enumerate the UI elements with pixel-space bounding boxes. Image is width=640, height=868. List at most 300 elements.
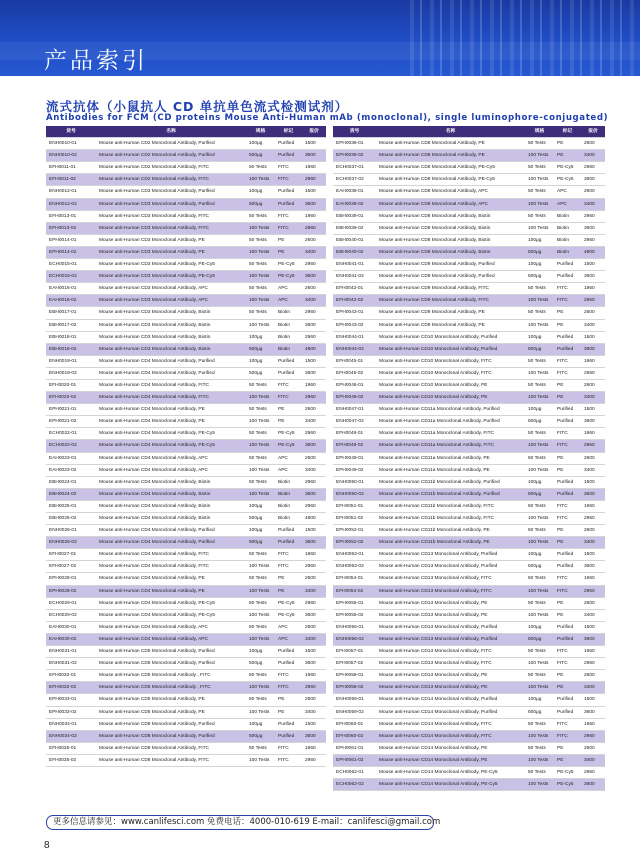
cell-catalog-no: EFH0013-01 [46,210,96,222]
cell-catalog-no: EFH0027-02 [46,561,96,573]
cell-size: 500μg [525,488,554,500]
cell-product-name: Mouse anti-Human CD8 Monoclonal Antibody, Purified [96,730,246,742]
cell-price: 3400 [302,246,326,258]
table-row [333,573,605,585]
cell-label: Purified [554,694,581,706]
section-title-cn: 流式抗体（小鼠抗人 CD 单抗单色流式检测试剂） [46,99,349,114]
cell-label: PE [554,742,581,754]
cell-catalog-no: ECH0029-02 [46,609,96,621]
cell-product-name: Mouse anti-Human CD3 Monoclonal Antibody, APC [96,283,246,295]
cell-product-name: Mouse anti-Human CD5 Monoclonal Antibody , FITC [96,682,246,694]
cell-catalog-no: ENH0010-02 [46,150,96,162]
cell-price: 2600 [302,621,326,633]
cell-label: Purified [275,355,302,367]
cell-price: 2600 [302,283,326,295]
cell-catalog-no: ENH0059-02 [333,706,376,718]
cell-label: Purified [275,198,302,210]
cell-price: 3400 [302,464,326,476]
table-row [46,537,326,549]
table-row [46,234,326,246]
table-row [333,259,605,271]
table-row [333,488,605,500]
cell-size: 50 Tests [525,573,554,585]
cell-label: Biotin [275,307,302,319]
cell-label: PE [554,379,581,391]
cell-label: PE [275,585,302,597]
cell-product-name: Mouse anti-Human CD11b Monoclonal Antibody, FITC [376,513,525,525]
cell-size: 100 Tests [246,392,275,404]
cell-catalog-no: EPH0036-01 [333,138,376,150]
cell-label: Purified [275,367,302,379]
cell-price: 3600 [581,416,605,428]
col-header-catalog: 货号 [333,126,376,138]
cell-label: Purified [275,730,302,742]
table-row [333,186,605,198]
cell-product-name: Mouse anti-Human CD4 Monoclonal Antibody, FITC [96,392,246,404]
cell-product-name: Mouse anti-Human CD5 Monoclonal Antibody, PE [96,706,246,718]
table-row [46,307,326,319]
table-row [333,271,605,283]
cell-price: 3600 [581,706,605,718]
cell-catalog-no: EBH0024-01 [46,476,96,488]
cell-label: Biotin [275,331,302,343]
cell-size: 50 Tests [525,718,554,730]
table-row [46,742,326,754]
cell-product-name: Mouse anti-Human CD3 Monoclonal Antibody, PE [96,246,246,258]
cell-product-name: Mouse anti-Human CD14 Monoclonal Antibody, Purified [376,706,525,718]
cell-label: Purified [275,150,302,162]
table-row [46,682,326,694]
table-row [333,392,605,404]
cell-label: Purified [554,271,581,283]
cell-size: 100 Tests [246,271,275,283]
cell-label: Purified [554,416,581,428]
cell-product-name: Mouse anti-Human CD3 Monoclonal Antibody, Biotin [96,343,246,355]
cell-price: 1960 [581,718,605,730]
table-row [46,379,326,391]
cell-size: 50 Tests [246,234,275,246]
cell-catalog-no: EAH0016-01 [46,283,96,295]
cell-price: 2600 [581,670,605,682]
cell-catalog-no: ENH0034-01 [46,718,96,730]
table-row [333,561,605,573]
cell-price: 3400 [302,585,326,597]
cell-price: 3600 [581,488,605,500]
cell-catalog-no: EFH0042-01 [333,283,376,295]
cell-product-name: Mouse anti-Human CD3 Monoclonal Antibody, Purified [96,186,246,198]
cell-label: PE [554,138,581,150]
cell-product-name: Mouse anti-Human CD3 Monoclonal Antibody, FITC [96,222,246,234]
cell-price: 2600 [302,404,326,416]
cell-product-name: Mouse anti-Human CD4 Monoclonal Antibody, APC [96,621,246,633]
cell-label: Purified [554,343,581,355]
cell-product-name: Mouse anti-Human CD10 Monoclonal Antibody, FITC [376,367,525,379]
table-row [333,440,605,452]
table-row [46,222,326,234]
table-row [333,343,605,355]
cell-price: 2960 [581,295,605,307]
cell-product-name: Mouse anti-Human CD4 Monoclonal Antibody, FITC [96,379,246,391]
cell-catalog-no: ENH0041-02 [333,271,376,283]
table-row [333,162,605,174]
cell-label: Purified [275,186,302,198]
cell-size: 50 Tests [246,452,275,464]
cell-price: 2960 [302,476,326,488]
cell-size: 50 Tests [525,186,554,198]
cell-label: FITC [275,174,302,186]
table-row [46,150,326,162]
cell-catalog-no: EFH0035-01 [46,742,96,754]
cell-catalog-no: EFH0032-02 [46,682,96,694]
cell-price: 3400 [581,319,605,331]
cell-price: 2960 [581,210,605,222]
cell-price: 1960 [302,549,326,561]
footer-contact: 更多信息请参见：www.canlifesci.com 免费电话：4000-010-619 E-mail：canlifesci@gmail.com [46,815,434,830]
cell-product-name: Mouse anti-Human CD4 Monoclonal Antibody, PE-Cy5 [96,609,246,621]
cell-catalog-no: EFH0011-02 [46,174,96,186]
table-row [333,537,605,549]
cell-product-name: Mouse anti-Human CD13 Monoclonal Antibody, FITC [376,573,525,585]
cell-price: 1500 [302,525,326,537]
cell-product-name: Mouse anti-Human CD2 Monoclonal Antibody, Purified [96,138,246,150]
cell-product-name: Mouse anti-Human CD13 Monoclonal Antibody, Purified [376,549,525,561]
cell-catalog-no: EAH0023-02 [46,464,96,476]
table-row [46,283,326,295]
cell-label: PE [275,706,302,718]
table-row [333,718,605,730]
cell-product-name: Mouse anti-Human CD11a Monoclonal Antibody, Purified [376,416,525,428]
col-header-price: 报价 [581,126,605,138]
cell-catalog-no: EPH0033-02 [46,706,96,718]
table-row [46,392,326,404]
cell-catalog-no: EFH0011-01 [46,162,96,174]
cell-product-name: Mouse anti-Human CD3 Monoclonal Antibody, Purified [96,198,246,210]
cell-label: PE [554,307,581,319]
cell-product-name: Mouse anti-Human CD4 Monoclonal Antibody, APC [96,452,246,464]
cell-product-name: Mouse anti-Human CD2 Monoclonal Antibody, FITC [96,174,246,186]
cell-size: 500μg [525,271,554,283]
cell-label: PE-Cy5 [554,162,581,174]
cell-size: 100 Tests [525,585,554,597]
table-row [46,561,326,573]
table-row [333,174,605,186]
cell-size: 500μg [246,343,275,355]
cell-price: 2960 [302,754,326,766]
cell-catalog-no: ENH0031-02 [46,658,96,670]
cell-catalog-no: EPH0036-02 [333,150,376,162]
table-row [46,162,326,174]
cell-catalog-no: ENH0053-02 [333,561,376,573]
cell-catalog-no: EPH0049-02 [333,464,376,476]
cell-price: 3400 [581,150,605,162]
table-row [333,246,605,258]
cell-catalog-no: EPH0014-01 [46,234,96,246]
cell-product-name: Mouse anti-Human CD13 Monoclonal Antibody, Purified [376,621,525,633]
cell-product-name: Mouse anti-Human CD2 Monoclonal Antibody, Purified [96,150,246,162]
cell-price: 3600 [302,198,326,210]
cell-product-name: Mouse anti-Human CD11b Monoclonal Antibody, FITC [376,500,525,512]
cell-catalog-no: EPH0014-02 [46,246,96,258]
cell-price: 3400 [581,754,605,766]
cell-label: Biotin [275,488,302,500]
cell-product-name: Mouse anti-Human CD8 Monoclonal Antibody, PE [376,138,525,150]
cell-catalog-no: ECH0037-01 [333,162,376,174]
cell-label: PE [554,597,581,609]
cell-catalog-no: EFH0032-01 [46,670,96,682]
cell-size: 500μg [525,343,554,355]
cell-label: PE [275,234,302,246]
page-title: 产品索引 [44,48,148,74]
col-header-size: 规格 [525,126,554,138]
cell-price: 3600 [302,537,326,549]
cell-size: 100 Tests [246,174,275,186]
cell-price: 3400 [302,295,326,307]
cell-catalog-no: EBH0024-02 [46,488,96,500]
cell-catalog-no: EPH0052-02 [333,537,376,549]
table-row [333,295,605,307]
cell-catalog-no: EBH0025-01 [46,500,96,512]
cell-label: Biotin [554,246,581,258]
cell-price: 3600 [581,222,605,234]
cell-size: 50 Tests [525,138,554,150]
cell-label: PE-Cy5 [275,609,302,621]
table-row [333,416,605,428]
cell-size: 100 Tests [246,319,275,331]
cell-product-name: Mouse anti-Human CD3 Monoclonal Antibody, Biotin [96,331,246,343]
cell-label: PE [554,392,581,404]
cell-product-name: Mouse anti-Human CD14 Monoclonal Antibody, Purified [376,694,525,706]
cell-price: 1960 [581,428,605,440]
cell-label: FITC [275,222,302,234]
table-row [46,246,326,258]
cell-catalog-no: EBH0040-02 [333,246,376,258]
table-row [333,500,605,512]
table-row [46,343,326,355]
table-row [333,754,605,766]
cell-product-name: Mouse anti-Human CD8 Monoclonal Antibody, Biotin [376,222,525,234]
cell-price: 3400 [302,633,326,645]
cell-price: 2960 [581,234,605,246]
cell-size: 100 Tests [246,464,275,476]
cell-price: 2960 [581,585,605,597]
cell-label: FITC [554,295,581,307]
cell-label: FITC [554,367,581,379]
cell-size: 100 Tests [525,537,554,549]
table-row [46,670,326,682]
cell-label: Purified [554,706,581,718]
cell-label: APC [275,621,302,633]
cell-label: PE-Cy5 [554,779,581,791]
cell-label: FITC [275,561,302,573]
cell-label: FITC [554,440,581,452]
table-header-row [333,126,605,138]
table-row [46,585,326,597]
table-row [333,428,605,440]
cell-size: 100 Tests [525,464,554,476]
cell-product-name: Mouse anti-Human CD14 Monoclonal Antibody, PE-Cy5 [376,779,525,791]
table-row [46,416,326,428]
cell-price: 2960 [581,766,605,778]
cell-price: 1500 [581,259,605,271]
cell-catalog-no: EBH0018-02 [46,343,96,355]
cell-product-name: Mouse anti-Human CD14 Monoclonal Antibody, PE [376,742,525,754]
cell-catalog-no: EPH0021-02 [46,416,96,428]
table-body-right [333,138,605,791]
table-row [333,670,605,682]
cell-catalog-no: ENH0059-01 [333,694,376,706]
cell-label: FITC [275,210,302,222]
cell-catalog-no: EFH0060-02 [333,730,376,742]
cell-product-name: Mouse anti-Human CD9 Monoclonal Antibody, FITC [376,295,525,307]
cell-size: 50 Tests [525,307,554,319]
cell-product-name: Mouse anti-Human CD4 Monoclonal Antibody, APC [96,464,246,476]
cell-catalog-no: EFH0020-02 [46,392,96,404]
table-row [46,331,326,343]
cell-catalog-no: EFH0013-02 [46,222,96,234]
cell-price: 1500 [302,646,326,658]
cell-size: 100μg [525,404,554,416]
cell-catalog-no: EPH0033-01 [46,694,96,706]
table-row [46,621,326,633]
banner-stripes [410,0,640,76]
cell-label: PE-Cy5 [275,440,302,452]
table-row [46,271,326,283]
cell-catalog-no: EBH0018-01 [46,331,96,343]
cell-catalog-no: ENH0056-01 [333,621,376,633]
cell-price: 2960 [581,440,605,452]
cell-product-name: Mouse anti-Human CD4 Monoclonal Antibody, Purified [96,537,246,549]
cell-size: 100 Tests [525,440,554,452]
cell-label: Purified [554,633,581,645]
table-row [46,694,326,706]
cell-price: 3600 [581,271,605,283]
cell-price: 2600 [581,138,605,150]
cell-label: Purified [275,646,302,658]
cell-size: 50 Tests [525,210,554,222]
cell-product-name: Mouse anti-Human CD14 Monoclonal Antibody, FITC [376,718,525,730]
cell-price: 3400 [581,609,605,621]
cell-label: PE [554,464,581,476]
cell-price: 2960 [581,658,605,670]
cell-price: 2960 [302,307,326,319]
table-row [46,754,326,766]
table-row [46,658,326,670]
cell-label: FITC [275,742,302,754]
table-row [333,283,605,295]
table-row [46,259,326,271]
cell-catalog-no: EFH0057-02 [333,658,376,670]
cell-size: 50 Tests [525,428,554,440]
cell-product-name: Mouse anti-Human CD8 Monoclonal Antibody, PE [376,150,525,162]
cell-catalog-no: ENH0050-01 [333,476,376,488]
cell-price: 4800 [302,513,326,525]
page-number: 8 [44,840,50,851]
cell-product-name: Mouse anti-Human CD13 Monoclonal Antibody, PE [376,682,525,694]
cell-catalog-no: EPH0046-02 [333,392,376,404]
cell-label: FITC [275,670,302,682]
table-row [333,646,605,658]
cell-product-name: Mouse anti-Human CD11b Monoclonal Antibody, Purified [376,476,525,488]
cell-label: PE [554,150,581,162]
cell-size: 100 Tests [246,706,275,718]
cell-label: PE [275,694,302,706]
cell-size: 100μg [246,331,275,343]
cell-label: PE [554,609,581,621]
cell-product-name: Mouse anti-Human CD4 Monoclonal Antibody, PE-Cy5 [96,597,246,609]
cell-size: 100μg [246,186,275,198]
table-row [46,428,326,440]
cell-label: PE-Cy5 [554,174,581,186]
cell-size: 500μg [246,367,275,379]
cell-size: 100 Tests [525,730,554,742]
cell-catalog-no: ECH0015-02 [46,271,96,283]
cell-price: 4800 [302,343,326,355]
cell-size: 100μg [525,549,554,561]
cell-label: Biotin [554,210,581,222]
cell-product-name: Mouse anti-Human CD13 Monoclonal Antibody, FITC [376,585,525,597]
cell-size: 50 Tests [246,379,275,391]
cell-label: Biotin [275,513,302,525]
cell-size: 50 Tests [246,549,275,561]
cell-label: Biotin [275,343,302,355]
table-row [46,706,326,718]
cell-price: 1500 [581,549,605,561]
cell-catalog-no: EPH0061-01 [333,742,376,754]
cell-price: 2600 [581,186,605,198]
cell-price: 3600 [581,779,605,791]
cell-catalog-no: ENH0041-01 [333,259,376,271]
cell-size: 50 Tests [525,766,554,778]
cell-price: 1960 [581,573,605,585]
cell-size: 100 Tests [246,246,275,258]
cell-label: PE [275,573,302,585]
cell-product-name: Mouse anti-Human CD4 Monoclonal Antibody, Biotin [96,476,246,488]
cell-label: Purified [554,476,581,488]
table-row [333,379,605,391]
cell-price: 2960 [581,513,605,525]
cell-price: 2600 [581,742,605,754]
table-row [333,682,605,694]
cell-label: FITC [275,682,302,694]
cell-size: 50 Tests [525,452,554,464]
table-row [46,476,326,488]
cell-price: 2960 [581,162,605,174]
cell-size: 100 Tests [525,658,554,670]
cell-product-name: Mouse anti-Human CD4 Monoclonal Antibody, FITC [96,561,246,573]
cell-label: FITC [554,646,581,658]
cell-product-name: Mouse anti-Human CD8 Monoclonal Antibody, PE-Cy5 [376,174,525,186]
cell-product-name: Mouse anti-Human CD8 Monoclonal Antibody, FITC [96,754,246,766]
cell-product-name: Mouse anti-Human CD4 Monoclonal Antibody, PE [96,416,246,428]
cell-catalog-no: EFH0057-01 [333,646,376,658]
cell-catalog-no: EAH0038-02 [333,198,376,210]
cell-product-name: Mouse anti-Human CD9 Monoclonal Antibody, Purified [376,271,525,283]
col-header-size: 规格 [246,126,275,138]
cell-product-name: Mouse anti-Human CD13 Monoclonal Antibody, PE [376,597,525,609]
cell-size: 100 Tests [525,779,554,791]
cell-label: Purified [554,404,581,416]
cell-catalog-no: EBH0025-02 [46,513,96,525]
cell-catalog-no: EBH0039-01 [333,210,376,222]
table-row [46,488,326,500]
table-row [46,210,326,222]
cell-price: 3600 [581,174,605,186]
cell-product-name: Mouse anti-Human CD11a Monoclonal Antibody, FITC [376,440,525,452]
cell-product-name: Mouse anti-Human CD4 Monoclonal Antibody, PE [96,573,246,585]
cell-size: 100 Tests [246,222,275,234]
cell-label: FITC [275,162,302,174]
cell-product-name: Mouse anti-Human CD13 Monoclonal Antibody, FITC [376,658,525,670]
